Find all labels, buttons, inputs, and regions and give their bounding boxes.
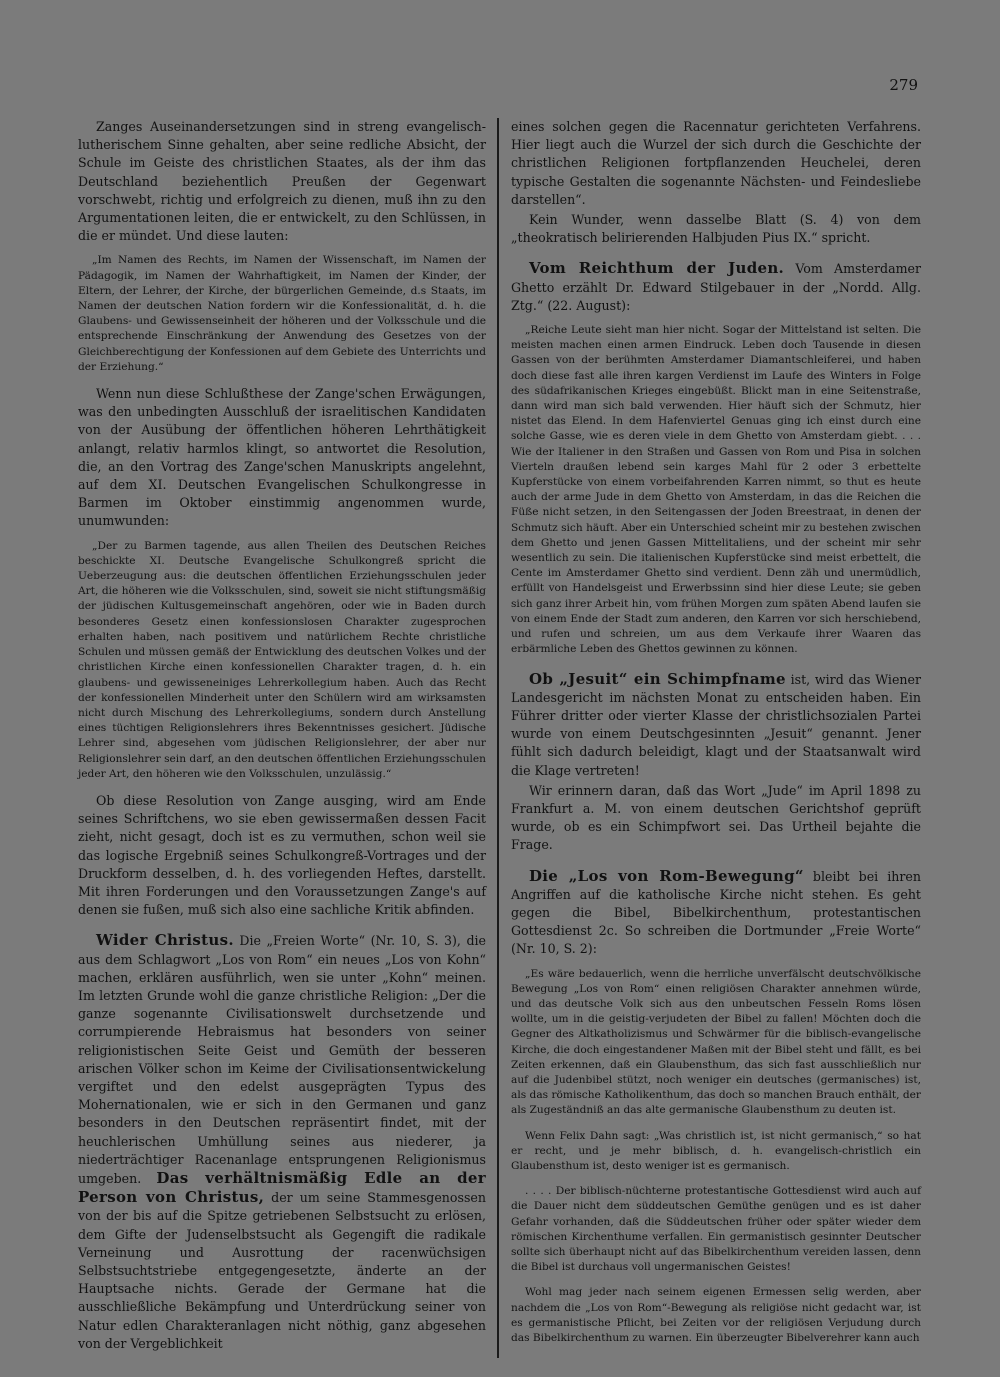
paragraph-resolution-intro: Wenn nun diese Schlußthese der Zange'schen Erwägungen, was den unbedingten Ausschluß der israelitischen Kandidaten von der Ausübung der öffentlichen höheren Lehrthätigkeit anlangt, relativ harmlos klingt, so antwortet die Resolution, die, an den Vortrag des Zange'schen Manuskripts angelehnt, auf dem XI. Deutschen Evangelischen Schulkongresse in Barmen im Oktober einstimmig angenommen wurde, unumwunden: (78, 386, 486, 529)
paragraph-jude-urtheil: Wir erinnern daran, daß das Wort „Jude“ im April 1898 zu Frankfurt a. M. von einem deutschen Gerichtshof geprüft wurde, ob es ein Schimpfwort sei. Das Urtheil bejahte die Frage. (511, 782, 921, 853)
left-column (78, 118, 486, 1351)
article-jesuit (511, 670, 921, 780)
quote-barmen-resolution: „Der zu Barmen tagende, aus allen Theilen des Deutschen Reiches beschickte XI. Deutsche Evangelische Schulkongreß spricht die Ueberzeugung aus: die deutschen öffentlichen Erziehungsschulen jeder Art, die höheren wie die Volksschulen, sind, soweit sie nicht stiftungsmäßig der jüdischen Kultusgemeinschaft angehören, oder wie in Baden durch besonderes Gesetz einen konfessionslosen Charakter zugesprochen erhalten haben, nach positivem und natürlichem Rechte christliche Schulen und müssen gemäß der Entwicklung des deutschen Volkes und der christlichen Kirche einen konfessionellen Charakter tragen, d. h. ein glaubens- und gewisseneiniges Lehrerkollegium haben. Auch das Recht der konfessionellen Minderheit unter den Schülern wird am wirksamsten nicht durch Mischung des Lehrerkollegiums, sondern durch Anstellung eines tüchtigen Religionslehrers ihres Bekenntnisses gesichert. Jüdische Lehrer sind, abgesehen vom jüdischen Religionslehrer, der aber nur Religionslehrer sein darf, an den deutschen öffentlichen Erziehungsschulen jeder Art, den höheren wie den Volksschulen, unzulässig.“ (78, 539, 486, 780)
paragraph-continuation: eines solchen gegen die Racennatur gerichteten Verfahrens. Hier liegt auch die Wurzel der sich durch die Geschichte der christlichen Religionen fortpflanzenden Heuchelei, deren typische Gestalten die sogenannte Nächsten- und Feindesliebe darstellen“. (511, 119, 921, 207)
heading-wider-christus: Wider Christus. (96, 931, 234, 950)
article-jesuit-body: ist, wird das Wiener Landesgericht im nächsten Monat zu entscheiden haben. Ein Führer dritter oder vierter Klasse der christlichsozialen Partei wurde von einem Deutschgesinnten „Jesuit“ genannt. Jener fühlt sich dadurch beleidigt, klagt und der Staatsanwalt wird die Klage vertreten! (511, 671, 921, 778)
article-los-von-rom-body: bleibt bei ihren Angriffen auf die katholische Kirche nicht stehen. Es geht gegen die Bibel, Bibelkirchenthum, protestantischen Gottesdienst 2c. So schreiben die Dortmunder „Freie Worte“ (Nr. 10, S. 2): (511, 868, 921, 957)
heading-reichthum: Vom Reichthum der Juden. (529, 259, 785, 278)
article-reichthum-body: Vom Amsterdamer Ghetto erzählt Dr. Edward Stilgebauer in der „Nordd. Allg. Ztg.“ (22. August): (511, 261, 922, 313)
article-reichthum (511, 259, 921, 315)
paragraph-pius: Kein Wunder, wenn dasselbe Blatt (S. 4) von dem „theokratisch belirierenden Halbjuden Pius IX.“ spricht. (511, 212, 921, 246)
quote-gottesdienst: . . . . Der biblisch-nüchterne protestantische Gottesdienst wird auch auf die Dauer nicht dem süddeutschen Gemüthe genügen und es ist daher Gefahr vorhanden, daß die Süddeutschen früher oder später wieder dem römischen Kirchenthume verfallen. Ein germanistisch gesinnter Deutscher sollte sich überhaupt nicht auf das Bibelkirchenthum vereiden lassen, denn die Bibel ist durchaus voll ungermanischen Geistes! (511, 1185, 921, 1274)
heading-los-von-rom: Die „Los von Rom-Bewegung“ (529, 866, 804, 885)
column-divider (497, 118, 499, 1358)
right-column (511, 118, 921, 1356)
bold-phrase-christus: Das verhältnismäßig Edle an der Person von Christus, (78, 1168, 486, 1207)
article-wider-christus-end: der um seine Stammesgenossen von der bis auf die Spitze getriebenen Selbstsucht zu erlösen, dem Gifte der Judenselbstsucht als Gegengift die radikale Verneinung und Ausrottung der racenwüchsigen Selbstsuchtstriebe entgegengesetzte, änderte an der Hauptsache nichts. Gerade der Germane hat die ausschließliche Bekämpfung und Unterdrückung seiner von Natur edlen Charakteranlagen nicht nöthig, ganz abgesehen von der Vergeblichkeit (78, 1190, 486, 1351)
heading-jesuit: Ob „Jesuit“ ein Schimpfname (529, 669, 786, 688)
article-los-von-rom (511, 867, 921, 959)
article-wider-christus-body: Die „Freien Worte“ (Nr. 10, S. 3), die aus dem Schlagwort „Los von Rom“ ein neues „Los von Kohn“ machen, erklären ausführlich, wen sie unter „Kohn“ meinen. Im letzten Grunde wohl die ganze christliche Religion: „Der die ganze sogenannte Civilisationswelt durchsetzende und corrumpierende Hebraismus hat besonders von seiner religionistischen Seite Geist und Gemüth der besseren arischen Völker schon im Keime der Civilisationsentwickelung vergiftet und den edelst ausgeprägten Typus des Mohernationalen, wie er sich in den Germanen und ganz besonders in den Deutschen repräsentirt findet, mit der heuchlerischen Umhüllung seines aus niederer, ja niederträchtiger Racenanlage entsprungenen Religionismus umgeben. (78, 933, 486, 1186)
quote-felix-dahn: Wenn Felix Dahn sagt: „Was christlich ist, ist nicht germanisch,“ so hat er recht, und je mehr biblisch, d. h. evangelisch-christlich ein Glaubensthum ist, desto weniger ist es germanisch. (511, 1129, 921, 1172)
paragraph-resolution-origin: Ob diese Resolution von Zange ausging, wird am Ende seines Schriftchens, wo sie eben gewissermaßen dessen Facit zieht, nicht gesagt, doch ist es zu vermuthen, schon weil sie das logische Ergebniß seines Schulkongreß-Vortrages und der Druckform desselben, d. h. des vorliegenden Heftes, darstellt. Mit ihren Forderungen und den Voraussetzungen Zange's auf denen sie fußen, muß sich also eine sachliche Kritik abfinden. (78, 792, 486, 918)
quote-konfessionalitaet: „Im Namen des Rechts, im Namen der Wissenschaft, im Namen der Pädagogik, im Namen der Wahrhaftigkeit, im Namen der Kinder, der Eltern, der Lehrer, der Kirche, der bürgerlichen Gemeinde, d.s Staats, im Namen der deutschen Nation fordern wir die Konfessionalität, d. h. die Glaubens- und Gewissenseinheit der höheren und der Volksschule und die entsprechende Einschränkung der Anwendung des Gesetzes von der Gleichberechtigung der Konfessionen auf dem Gebiete des Unterrichts und der Erziehung.“ (78, 254, 486, 373)
quote-amsterdam-ghetto: „Reiche Leute sieht man hier nicht. Sogar der Mittelstand ist selten. Die meisten machen einen armen Eindruck. Leben doch Tausende in diesen Gassen von der berühmten Amsterdamer Diamantschleiferei, und haben doch diese fast alle ihren kargen Verdienst im Laufe des Winters in Folge des südafrikanischen Krieges eingebüßt. Blickt man in eine Seitenstraße, dann wird man sich bald verwenden. Hier häuft sich der Schmutz, hier nistet das Elend. In dem Hafenviertel Genuas ging ich einst durch eine solche Gasse, wie es deren viele in dem Ghetto von Amsterdam giebt. . . . Wie der Italiener in den Straßen und Gassen von Rom und Pisa in solchen Vierteln draußen lebend sein karges Mahl für 2 oder 3 erbettelte Kupferstücke von einem vorbeifahrenden Karren nimmt, so thut es heute auch der arme Jude in dem Ghetto von Amsterdam, in das die Reichen die Füße nicht setzen, in den Seitengassen der Joden Breestraat, in denen der Schmutz sich häuft. Aber ein Unterschied scheint mir zu bestehen zwischen dem Ghetto und jenen Gassen Mittelitaliens, und der scheint mir sehr wesentlich zu sein. Die italienischen Kupferstücke sind meist erbettelt, die Cente im Amsterdamer Ghetto sind verdient. Denn zäh und unermüdlich, erfüllt von Handelsgeist und Erwerbssinn sind hier diese Leute; sie geben sich ganz ihrer Arbeit hin, vom frühen Morgen zum späten Abend laufen sie von einem Ende der Stadt zum anderen, den Karren vor sich herschiebend, und rufen und schreien, um aus dem Verkaufe ihrer Waaren das erbärmliche Leben des Ghettos gewinnen zu können. (511, 324, 921, 656)
page-number: 279 (889, 76, 918, 94)
article-wider-christus (78, 931, 486, 1353)
quote-bibelverehrer: Wohl mag jeder nach seinem eigenen Ermessen selig werden, aber nachdem die „Los von Rom“-Bewegung als religiöse nicht gedacht war, ist es germanistische Pflicht, bei Zeiten vor der religiösen Verjudung durch das Bibelkirchenthum zu warnen. Ein überzeugter Bibelverehrer kann auch (511, 1286, 921, 1345)
quote-freie-worte-1: „Es wäre bedauerlich, wenn die herrliche unverfälscht deutschvölkische Bewegung „Los von Rom“ einen religiösen Charakter annehmen würde, und das deutsche Volk sich aus den unbeutschen Fesseln Roms lösen wollte, um in die geistig-verjudeten der Bibel zu fallen! Möchten doch die Gegner des Altkatholizismus und Schwärmer für die biblisch-evangelische Kirche, die doch eingestandener Maßen mit der Bibel steht und fällt, es bei Zeiten erkennen, daß ein Glaubensthum, das sich fast ausschließlich nur auf die Judenbibel stützt, noch weniger ein deutsches (germanisches) ist, als das römische Katholikenthum, das doch so manchen Brauch enthält, der als Zugeständniß an das alte germanische Glaubensthum zu deuten ist. (511, 967, 921, 1117)
paragraph-zange-intro: Zanges Auseinandersetzungen sind in streng evangelisch-lutherischem Sinne gehalten, aber seine redliche Absicht, der Schule im Geiste des christlichen Staates, als der ihm das Deutschland beziehentlich Preußen der Gegenwart vorschwebt, richtig und erfolgreich zu dienen, muß ihn zu den Argumentationen leiten, die er entwickelt, zu den Schlüssen, in die er mündet. Und diese lauten: (78, 119, 486, 244)
